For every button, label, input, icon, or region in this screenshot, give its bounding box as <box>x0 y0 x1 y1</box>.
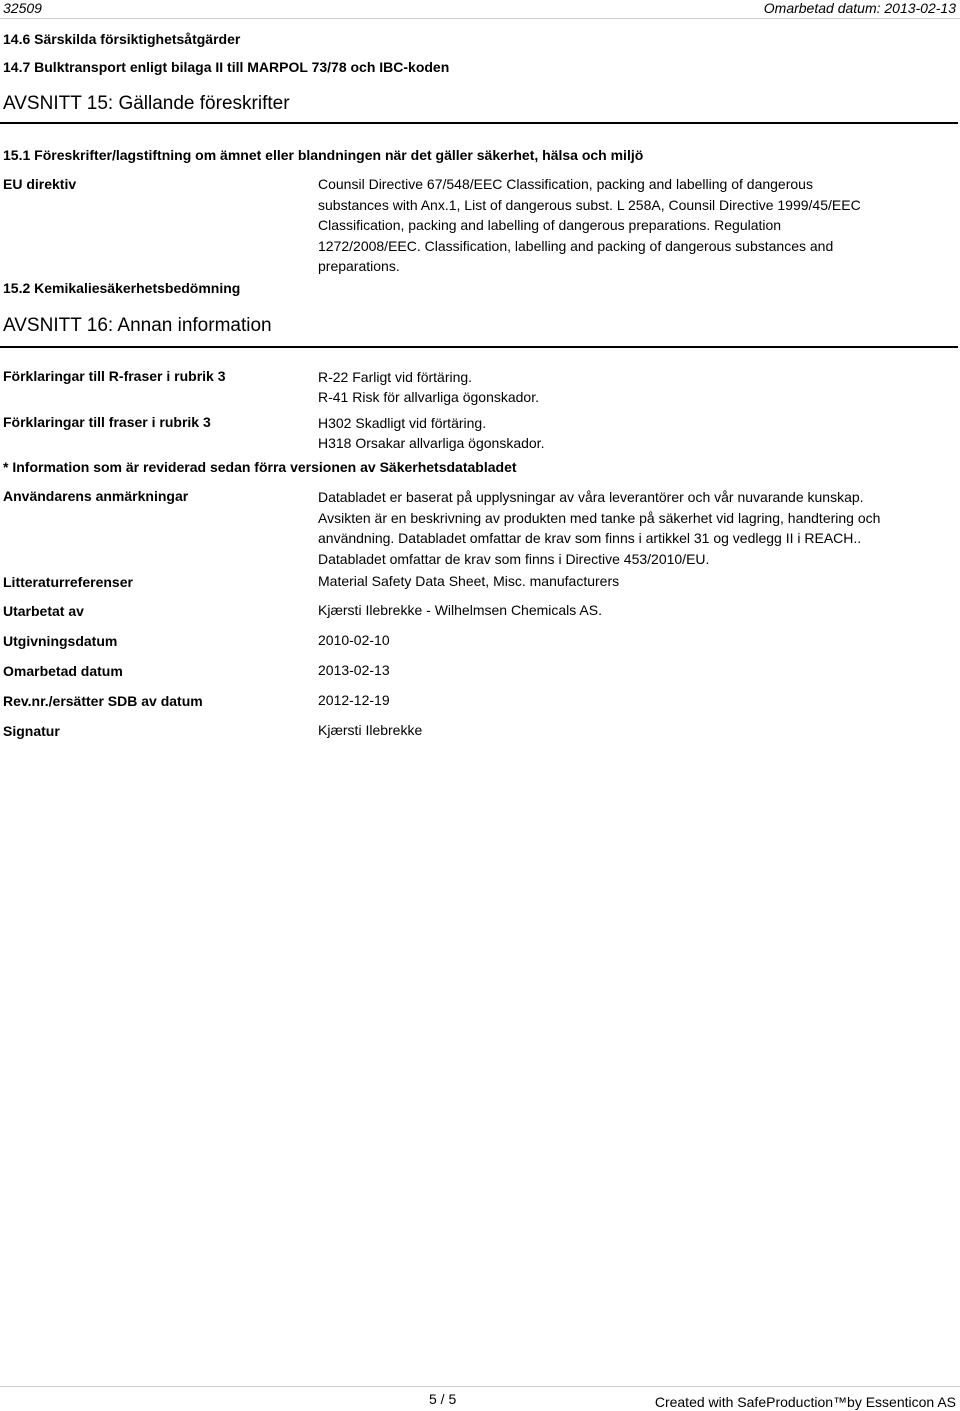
subsection-14-6: 14.6 Särskilda försiktighetsåtgärder <box>3 31 241 47</box>
references-label: Litteraturreferenser <box>3 574 133 590</box>
signature-label: Signatur <box>3 723 60 739</box>
created-with: Created with SafeProduction™by Essenticon AS <box>654 1394 956 1410</box>
signature-value: Kjærsti Ilebrekke <box>318 722 423 738</box>
references-value: Material Safety Data Sheet, Misc. manufacturers <box>318 573 620 589</box>
prepared-by-value: Kjærsti Ilebrekke - Wilhelmsen Chemicals AS. <box>318 602 602 618</box>
revision-note: * Information som är reviderad sedan förra versionen av Säkerhetsdatabladet <box>3 459 517 475</box>
subsection-15-1: 15.1 Föreskrifter/lagstiftning om ämnet eller blandningen när det gäller säkerhet, hälsa och miljö <box>3 147 644 163</box>
h-phrases-label: Förklaringar till fraser i rubrik 3 <box>3 414 211 430</box>
section-15-divider <box>0 122 958 124</box>
section-16-title: AVSNITT 16: Annan information <box>3 315 272 336</box>
section-16-divider <box>0 346 958 348</box>
h-phrase-item: H302 Skadligt vid förtäring. <box>318 415 487 431</box>
page-number: 5 / 5 <box>429 1391 457 1407</box>
r-phrase-item: R-41 Risk för allvarliga ögonskador. <box>318 389 539 405</box>
prepared-by-label: Utarbetat av <box>3 603 84 619</box>
eu-directive-text: Counsil Directive 67/548/EEC Classification, packing and labelling of dangerous substances with Anx.1, List of dangerous subst. L 258A, Counsil Directive 1999/45/EEC Classification, packing and labelling of dangerous preparations. Regulation 1272/2008/EEC. Classification, labelling and packing of dangerous substances and preparations. <box>318 176 861 275</box>
eu-directive-label: EU direktiv <box>3 176 77 192</box>
r-phrases-label: Förklaringar till R-fraser i rubrik 3 <box>3 368 226 384</box>
subsection-14-7: 14.7 Bulktransport enligt bilaga II till MARPOL 73/78 och IBC-koden <box>3 59 450 75</box>
revision-number-value: 2012-12-19 <box>318 692 390 708</box>
issue-date-value: 2010-02-10 <box>318 632 390 648</box>
revised-date-header: Omarbetad datum: 2013-02-13 <box>763 0 956 16</box>
section-15-title: AVSNITT 15: Gällande föreskrifter <box>3 93 290 114</box>
issue-date-label: Utgivningsdatum <box>3 633 118 649</box>
r-phrase-item: R-22 Farligt vid förtäring. <box>318 369 473 385</box>
user-notes-label: Användarens anmärkningar <box>3 488 189 504</box>
subsection-15-2: 15.2 Kemikaliesäkerhetsbedömning <box>3 280 241 296</box>
user-notes-text: Databladet er baserat på upplysningar av våra leverantörer och vår nuvarande kunskap. Avsikten är en beskrivning av produkten med tanke på säkerhet vid lagring, handtering och användning. Databladet omfattar de krav som finns i artikkel 31 og vedlegg II i REACH.. Databladet omfattar de krav som finns i Directive 453/2010/EU. <box>318 489 881 567</box>
footer-divider <box>0 1386 960 1387</box>
revision-number-label: Rev.nr./ersätter SDB av datum <box>3 693 203 709</box>
header-divider <box>0 18 960 19</box>
revised-date-label: Omarbetad datum <box>3 663 123 679</box>
h-phrase-item: H318 Orsakar allvarliga ögonskador. <box>318 435 545 451</box>
revised-date-value: 2013-02-13 <box>318 662 390 678</box>
document-number: 32509 <box>3 0 42 16</box>
